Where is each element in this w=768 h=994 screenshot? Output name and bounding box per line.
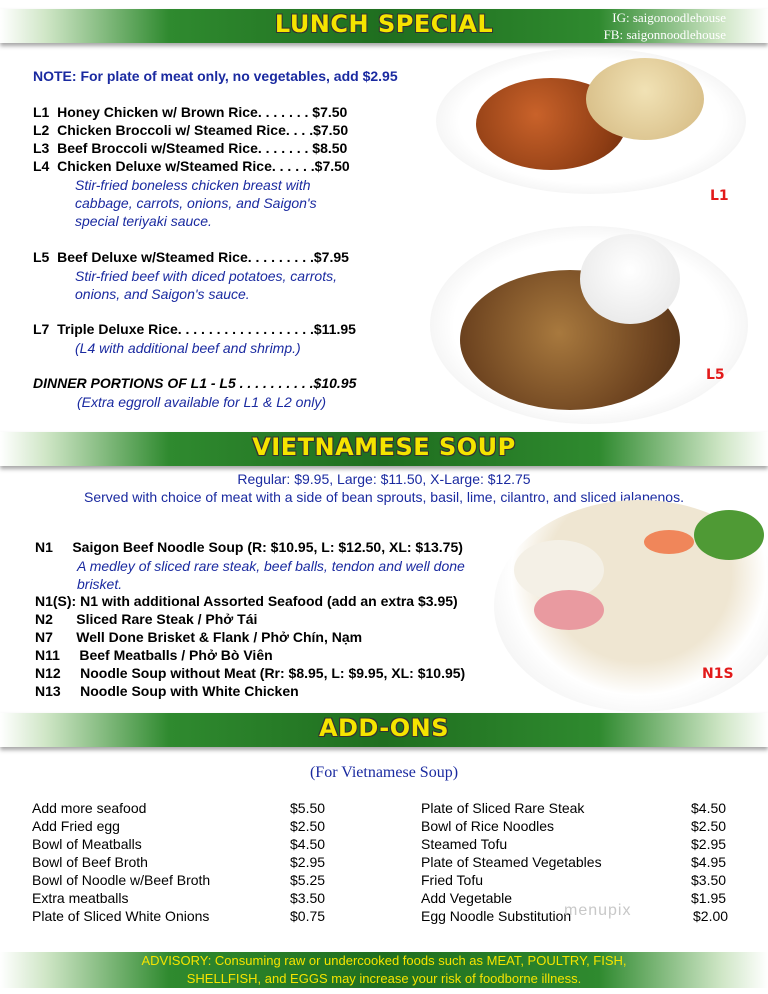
addon-row <box>421 872 733 890</box>
addon-price: $4.95 <box>691 854 727 870</box>
addon-row <box>421 800 733 818</box>
addon-price: $5.25 <box>290 872 326 888</box>
addon-row <box>32 908 332 926</box>
soup-served-with: Served with choice of meat with a side of bean sprouts, basil, lime, cilantro, and sliced jalapenos. <box>84 489 684 505</box>
soup-item-n13: N13 Noodle Soup with White Chicken <box>35 683 299 699</box>
addon-name: Plate of Sliced Rare Steak <box>421 800 585 816</box>
steamed-rice-food <box>580 234 680 324</box>
lunch-special-title: LUNCH SPECIAL <box>274 10 494 38</box>
addon-row <box>32 890 332 908</box>
addon-name: Add more seafood <box>32 800 147 816</box>
addon-price: $2.95 <box>691 836 727 852</box>
add-ons-subtitle: (For Vietnamese Soup) <box>309 764 459 781</box>
menu-item-l2: L2 Chicken Broccoli w/ Steamed Rice. . . .$7.50 <box>33 122 349 138</box>
shrimp-food <box>644 530 694 554</box>
social-handles <box>604 9 726 43</box>
instagram-handle: IG: saigonoodlehouse <box>612 10 726 25</box>
menu-item-l3: L3 Beef Broccoli w/Steamed Rice. . . . . . . $8.50 <box>33 140 348 156</box>
herbs-food <box>694 510 764 560</box>
addon-price: $2.95 <box>290 854 326 870</box>
addon-name: Fried Tofu <box>421 872 483 888</box>
soup-item-n2: N2 Sliced Rare Steak / Phở Tái <box>35 611 258 627</box>
dinner-portions-note: (Extra eggroll available for L1 & L2 only) <box>77 394 327 410</box>
soup-item-n11: N11 Beef Meatballs / Phở Bò Viên <box>35 647 273 663</box>
addon-row <box>421 836 733 854</box>
l5-plate-photo <box>430 226 748 424</box>
addon-price: $2.50 <box>290 818 326 834</box>
addon-name: Add Fried egg <box>32 818 120 834</box>
addon-name: Plate of Sliced White Onions <box>32 908 210 924</box>
photo-tag-n1s: N1S <box>702 666 734 682</box>
photo-tag-l5: L5 <box>706 367 725 383</box>
l1-plate-photo <box>436 48 746 194</box>
addon-name: Egg Noodle Substitution <box>421 908 572 924</box>
soup-size-prices: Regular: $9.95, Large: $11.50, X-Large: $12.75 <box>237 471 531 487</box>
menu-item-l5-description: Stir-fried beef with diced potatoes, carrots, onions, and Saigon's sauce. <box>75 268 337 302</box>
menu-item-l7-description: (L4 with additional beef and shrimp.) <box>75 340 301 356</box>
addon-name: Bowl of Beef Broth <box>32 854 148 870</box>
addon-name: Extra meatballs <box>32 890 129 906</box>
addon-row <box>32 854 332 872</box>
addon-price: $3.50 <box>691 872 727 888</box>
addon-price: $4.50 <box>290 836 326 852</box>
menu-item-l1: L1 Honey Chicken w/ Brown Rice. . . . . . . $7.50 <box>33 104 348 120</box>
addon-name: Steamed Tofu <box>421 836 508 852</box>
photo-tag-l1: L1 <box>710 188 729 204</box>
advisory-line-1: ADVISORY: Consuming raw or undercooked foods such as MEAT, POULTRY, FISH, <box>141 953 627 968</box>
advisory-footer <box>0 952 768 988</box>
addon-row <box>32 818 332 836</box>
brown-rice-food <box>586 58 704 140</box>
add-ons-title: ADD-ONS <box>318 714 450 742</box>
menu-item-l5: L5 Beef Deluxe w/Steamed Rice. . . . . . . . .$7.95 <box>33 249 349 265</box>
facebook-handle: FB: saigonnoodlehouse <box>603 27 726 42</box>
soup-item-n1-description: A medley of sliced rare steak, beef balls, tendon and well done brisket. <box>77 558 465 592</box>
addon-row <box>421 818 733 836</box>
addon-name: Plate of Steamed Vegetables <box>421 854 602 870</box>
addon-name: Bowl of Rice Noodles <box>421 818 555 834</box>
addon-price: $2.00 <box>693 908 729 924</box>
rare-steak-food <box>534 590 604 630</box>
menu-item-l7: L7 Triple Deluxe Rice. . . . . . . . . . . . . . . . . .$11.95 <box>33 321 356 337</box>
addon-price: $0.75 <box>290 908 326 924</box>
addon-row <box>32 836 332 854</box>
vietnamese-soup-title: VIETNAMESE SOUP <box>252 433 516 461</box>
menu-item-l4-description: Stir-fried boneless chicken breast with cabbage, carrots, onions, and Saigon's special teriyaki sauce. <box>75 177 317 229</box>
soup-item-n12: N12 Noodle Soup without Meat (Rr: $8.95, L: $9.95, XL: $10.95) <box>35 665 466 681</box>
soup-item-n1s: N1(S): N1 with additional Assorted Seafood (add an extra $3.95) <box>35 593 458 609</box>
soup-item-n7: N7 Well Done Brisket & Flank / Phở Chín, Nạm <box>35 629 363 645</box>
addon-price: $4.50 <box>691 800 727 816</box>
addon-name: Bowl of Noodle w/Beef Broth <box>32 872 211 888</box>
watermark: menupix <box>564 902 632 919</box>
addon-name: Add Vegetable <box>421 890 513 906</box>
lunch-note: NOTE: For plate of meat only, no vegetables, add $2.95 <box>33 68 398 84</box>
addon-row <box>32 872 332 890</box>
addon-price: $2.50 <box>691 818 727 834</box>
addon-row <box>421 854 733 872</box>
dinner-portions: DINNER PORTIONS OF L1 - L5 . . . . . . . . . .$10.95 <box>33 375 357 391</box>
addon-price: $1.95 <box>691 890 727 906</box>
soup-item-n1: N1 Saigon Beef Noodle Soup (R: $10.95, L: $12.50, XL: $13.75) <box>35 539 463 555</box>
advisory-line-2: SHELLFISH, and EGGS may increase your risk of foodborne illness. <box>186 971 582 986</box>
addon-price: $5.50 <box>290 800 326 816</box>
addon-price: $3.50 <box>290 890 326 906</box>
addon-row <box>32 800 332 818</box>
addon-name: Bowl of Meatballs <box>32 836 142 852</box>
menu-item-l4: L4 Chicken Deluxe w/Steamed Rice. . . . . .$7.50 <box>33 158 350 174</box>
